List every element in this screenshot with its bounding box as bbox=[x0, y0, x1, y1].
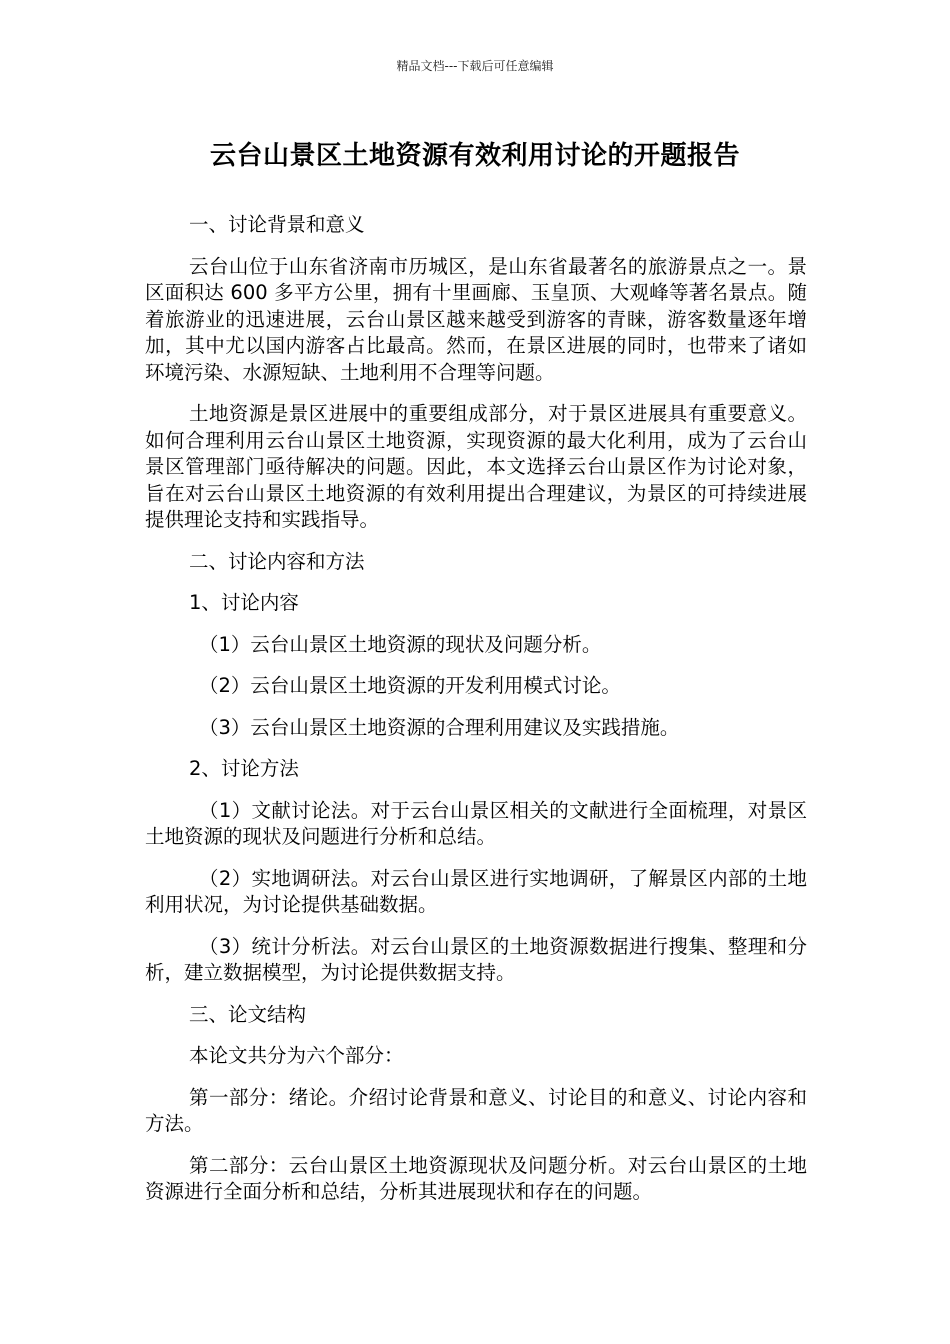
paragraph-significance: 土地资源是景区进展中的重要组成部分，对于景区进展具有重要意义。如何合理利用云台山景区土地资源，实现资源的最大化利用，成为了云台山景区管理部门亟待解决的问题。因此，本文选择云台山景区作为讨论对象，旨在对云台山景区土地资源的有效利用提出合理建议，为景区的可持续进展提供理论支持和实践指导。 bbox=[145, 402, 807, 531]
paragraph-background: 云台山位于山东省济南市历城区，是山东省最著名的旅游景点之一。景区面积达 600 多平方公里，拥有十里画廊、玉皇顶、大观峰等著名景点。随着旅游业的迅速进展，云台山景区越来越受到游客的青睐，游客数量逐年增加，其中尤以国内游客占比最高。然而，在景区进展的同时，也带来了诸如环境污染、水源短缺、土地利用不合理等问题。 bbox=[145, 254, 807, 384]
header-note: 精品文档---下载后可任意编辑 bbox=[396, 59, 554, 73]
subheading-content: 1、讨论内容 bbox=[189, 591, 299, 614]
paragraph-part-one: 第一部分：绪论。介绍讨论背景和意义、讨论目的和意义、讨论内容和方法。 bbox=[145, 1085, 807, 1135]
content-item-3: （3）云台山景区土地资源的合理利用建议及实践措施。 bbox=[199, 715, 680, 739]
method-item-3: （3）统计分析法。对云台山景区的土地资源数据进行搜集、整理和分析，建立数据模型，为讨论提供数据支持。 bbox=[145, 934, 807, 984]
subheading-methods: 2、讨论方法 bbox=[189, 757, 299, 780]
method-item-2: （2）实地调研法。对云台山景区进行实地调研，了解景区内部的土地利用状况，为讨论提供基础数据。 bbox=[145, 866, 807, 916]
content-item-1: （1）云台山景区土地资源的现状及问题分析。 bbox=[199, 632, 602, 656]
paragraph-structure-intro: 本论文共分为六个部分： bbox=[189, 1044, 404, 1067]
document-title: 云台山景区土地资源有效利用讨论的开题报告 bbox=[209, 141, 740, 171]
paragraph-part-two: 第二部分：云台山景区土地资源现状及问题分析。对云台山景区的土地资源进行全面分析和总结，分析其进展现状和存在的问题。 bbox=[145, 1153, 807, 1203]
method-item-1: （1）文献讨论法。对于云台山景区相关的文献进行全面梳理，对景区土地资源的现状及问题进行分析和总结。 bbox=[145, 798, 807, 848]
section-heading-3: 三、论文结构 bbox=[189, 1002, 307, 1026]
section-heading-2: 二、讨论内容和方法 bbox=[189, 549, 365, 573]
section-heading-1: 一、讨论背景和意义 bbox=[189, 213, 365, 236]
content-item-2: （2）云台山景区土地资源的开发利用模式讨论。 bbox=[199, 674, 621, 697]
document-body bbox=[145, 212, 807, 1221]
